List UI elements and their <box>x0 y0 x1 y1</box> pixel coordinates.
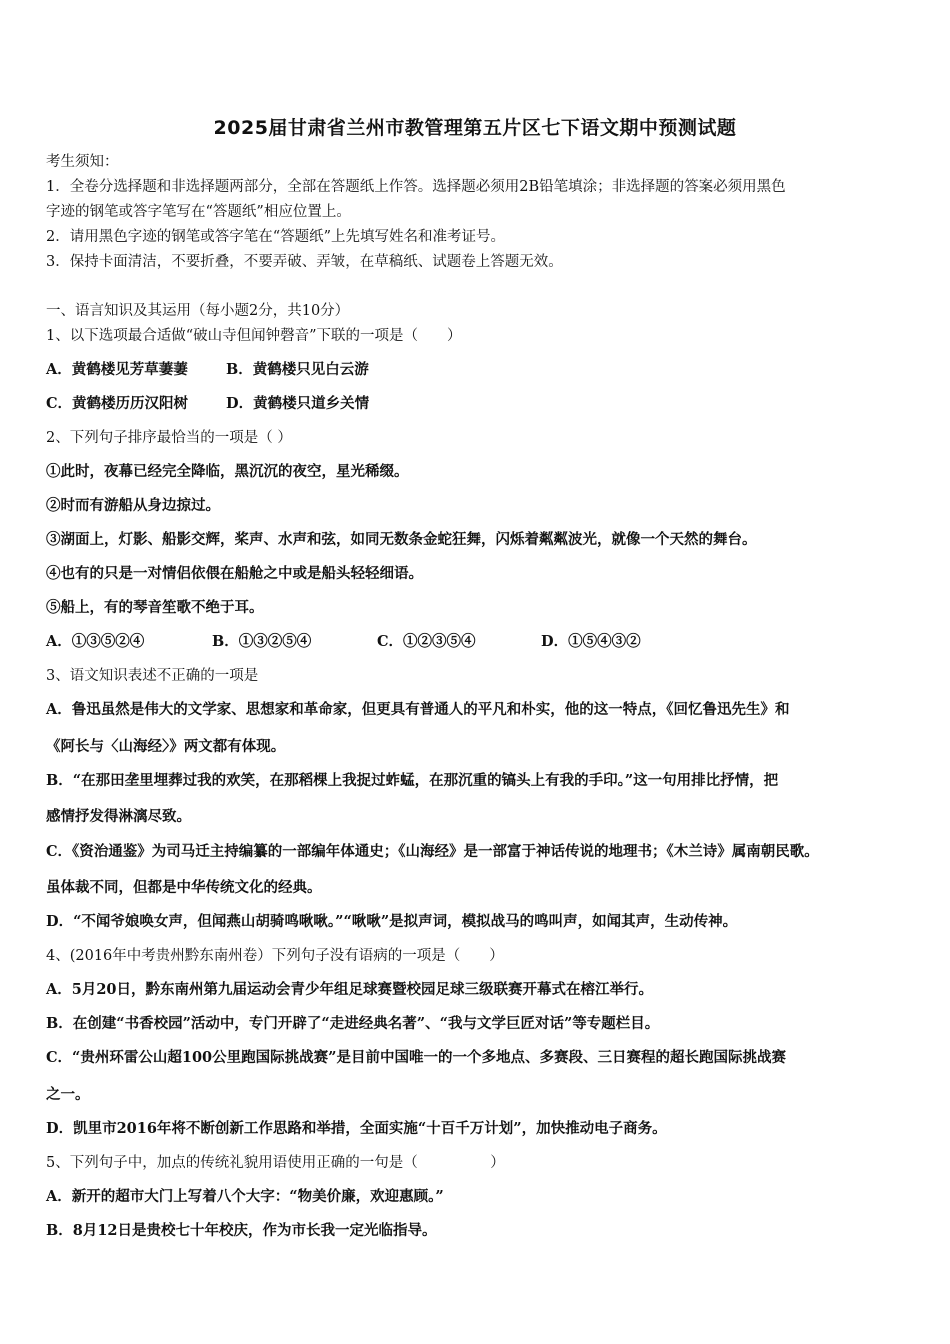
section-heading: 一、语言知识及其运用（每小题2分，共10分） <box>46 303 350 319</box>
q4-option-b: B．在创建“书香校园”活动中，专门开辟了“走进经典名著”、“我与文学巨匠对话”等专题栏目。 <box>46 1015 660 1032</box>
q2-sentence: ①此时，夜幕已经完全降临，黑沉沉的夜空，星光稀缀。 <box>46 463 409 480</box>
q1-option-d: D．黄鹤楼只道乡关情 <box>226 395 370 412</box>
q4-option-a: A．5月20日，黔东南州第九届运动会青少年组足球赛暨校园足球三级联赛开幕式在榕江举行。 <box>46 981 654 998</box>
q3-option-d: D．“不闻爷娘唤女声，但闻燕山胡骑鸣啾啾。”“啾啾”是拟声词，模拟战马的鸣叫声，如闻其声，生动传神。 <box>46 913 738 930</box>
question-2-stem: 2、下列句子排序最恰当的一项是（ ） <box>46 430 292 446</box>
question-1-stem: 1、以下选项最合适做“破山寺但闻钟磬音”下联的一项是（ ） <box>46 328 462 344</box>
q4-option-c-cont: 之一。 <box>46 1086 90 1103</box>
q1-option-b: B．黄鹤楼只见白云游 <box>226 361 369 378</box>
q2-option-d: D．①⑤④③② <box>541 633 641 650</box>
q3-option-c-cont: 虽体裁不同，但都是中华传统文化的经典。 <box>46 879 322 896</box>
question-4-stem: 4、(2016年中考贵州黔东南州卷）下列句子没有语病的一项是（ ） <box>46 948 504 964</box>
q3-option-b-cont: 感情抒发得淋漓尽致。 <box>46 808 191 825</box>
notice-item: 字迹的钢笔或答字笔写在“答题纸”相应位置上。 <box>46 204 351 220</box>
q2-sentence: ③湖面上，灯影、船影交辉，桨声、水声和弦，如同无数条金蛇狂舞，闪烁着粼粼波光，就像一个天然的舞台。 <box>46 531 757 548</box>
notice-heading: 考生须知： <box>46 154 119 170</box>
notice-item: 3．保持卡面清洁，不要折叠，不要弄破、弄皱，在草稿纸、试题卷上答题无效。 <box>46 254 563 270</box>
q2-option-a: A．①③⑤②④ <box>46 633 145 650</box>
q5-option-b: B．8月12日是贵校七十年校庆，作为市长我一定光临指导。 <box>46 1222 437 1239</box>
question-3-stem: 3、语文知识表述不正确的一项是 <box>46 668 259 684</box>
q2-option-b: B．①③②⑤④ <box>212 633 312 650</box>
q2-option-c: C．①②③⑤④ <box>377 633 476 650</box>
q3-option-a-cont: 《阿长与〈山海经〉》两文都有体现。 <box>46 738 286 755</box>
notice-item: 2．请用黑色字迹的钢笔或答字笔在“答题纸”上先填写姓名和准考证号。 <box>46 229 506 245</box>
page-title: 2025届甘肃省兰州市教管理第五片区七下语文期中预测试题 <box>213 117 737 139</box>
q4-option-d: D．凯里市2016年将不断创新工作思路和举措，全面实施“十百千万计划”，加快推动电子商务。 <box>46 1120 667 1137</box>
q2-sentence: ②时而有游船从身边掠过。 <box>46 497 220 514</box>
q4-option-c: C．“贵州环雷公山超100公里跑国际挑战赛”是目前中国唯一的一个多地点、多赛段、三日赛程的超长跑国际挑战赛 <box>46 1049 786 1066</box>
question-5-stem: 5、下列句子中，加点的传统礼貌用语使用正确的一句是（ ） <box>46 1155 505 1171</box>
q3-option-c: C．《资治通鉴》为司马迁主持编纂的一部编年体通史；《山海经》是一部富于神话传说的地理书；《木兰诗》属南朝民歌。 <box>46 843 819 860</box>
q2-sentence: ⑤船上，有的琴音笙歌不绝于耳。 <box>46 599 264 616</box>
q1-option-c: C．黄鹤楼历历汉阳树 <box>46 395 189 412</box>
q3-option-a: A．鲁迅虽然是伟大的文学家、思想家和革命家，但更具有普通人的平凡和朴实，他的这一特点，《回忆鲁迅先生》和 <box>46 701 790 718</box>
q1-option-a: A．黄鹤楼见芳草萋萋 <box>46 361 188 378</box>
q3-option-b: B．“在那田垄里埋葬过我的欢笑，在那稻棵上我捉过蚱蜢，在那沉重的镐头上有我的手印。”这一句用排比抒情，把 <box>46 772 779 789</box>
q5-option-a: A．新开的超市大门上写着八个大字：“物美价廉，欢迎惠顾。” <box>46 1188 444 1205</box>
notice-item: 1．全卷分选择题和非选择题两部分，全部在答题纸上作答。选择题必须用2B铅笔填涂；非选择题的答案必须用黑色 <box>46 179 786 195</box>
q2-sentence: ④也有的只是一对情侣依偎在船舱之中或是船头轻轻细语。 <box>46 565 423 582</box>
